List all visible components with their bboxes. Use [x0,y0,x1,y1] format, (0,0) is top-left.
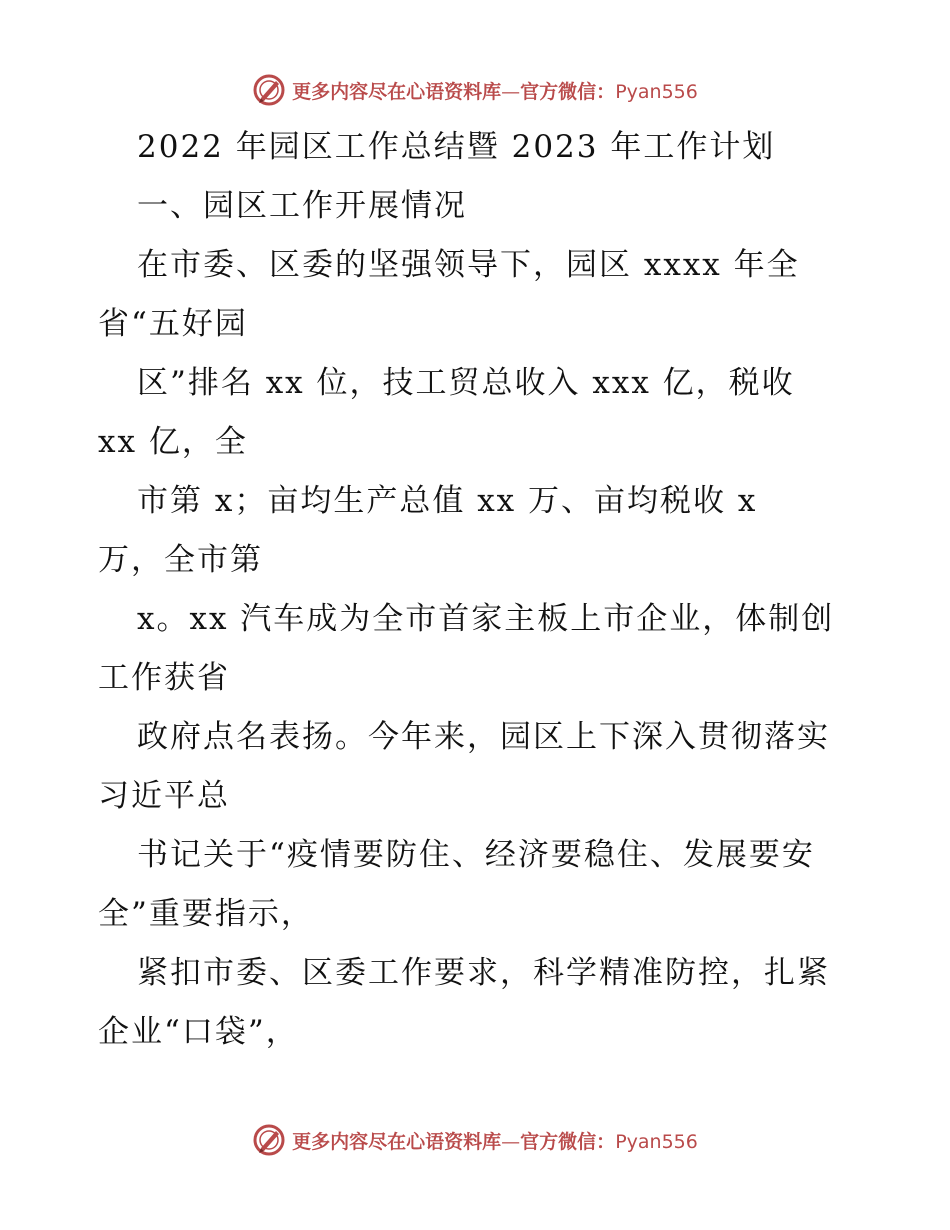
paragraph-line: 全”重要指示， [98,896,314,932]
banner-text [292,1127,698,1154]
paragraph-line: 紧扣市委、区委工作要求，科学精准防控，扎紧 [137,955,830,991]
paragraph-line: 市第 x；亩均生产总值 xx 万、亩均税收 x [137,483,758,519]
banner-main-text: 更多内容尽在心语资料库 [292,80,502,103]
banner-content [252,73,698,107]
paragraph-line: 企业“口袋”， [98,1014,299,1050]
paragraph-line: 书记关于“疫情要防住、经济要稳住、发展要安 [137,837,815,873]
footer-banner [0,1120,950,1160]
banner-content [252,1123,698,1157]
section-heading: 一、园区工作开展情况 [137,188,467,224]
paragraph-line: 万，全市第 [98,542,263,578]
banner-dash: — [501,80,521,103]
paragraph-line: xx 亿，全 [98,424,248,460]
banner-wechat-id: Pyan556 [615,80,698,103]
paragraph-line: x。xx 汽车成为全市首家主板上市企业，体制创 [137,601,835,637]
banner-wechat-label: 官方微信： [520,80,616,103]
paragraph-line: 省“五好园 [98,306,248,342]
paragraph-line: 在市委、区委的坚强领导下，园区 xxxx 年全 [137,247,800,283]
document-body [0,118,950,1062]
paragraph-line: 习近平总 [98,778,230,814]
paragraph-line: 政府点名表扬。今年来，园区上下深入贯彻落实 [137,719,830,755]
banner-wechat-label: 官方微信： [520,1130,616,1153]
banner-wechat-id: Pyan556 [615,1130,698,1153]
pen-logo-icon [252,73,286,107]
banner-dash: — [501,1130,521,1153]
paragraph-line: 区”排名 xx 位，技工贸总收入 xxx 亿，税收 [137,365,795,401]
banner-text [292,77,698,104]
document-title: 2022 年园区工作总结暨 2023 年工作计划 [137,129,776,165]
paragraph-line: 工作获省 [98,660,230,696]
banner-main-text: 更多内容尽在心语资料库 [292,1130,502,1153]
header-banner [0,70,950,110]
pen-logo-icon [252,1123,286,1157]
